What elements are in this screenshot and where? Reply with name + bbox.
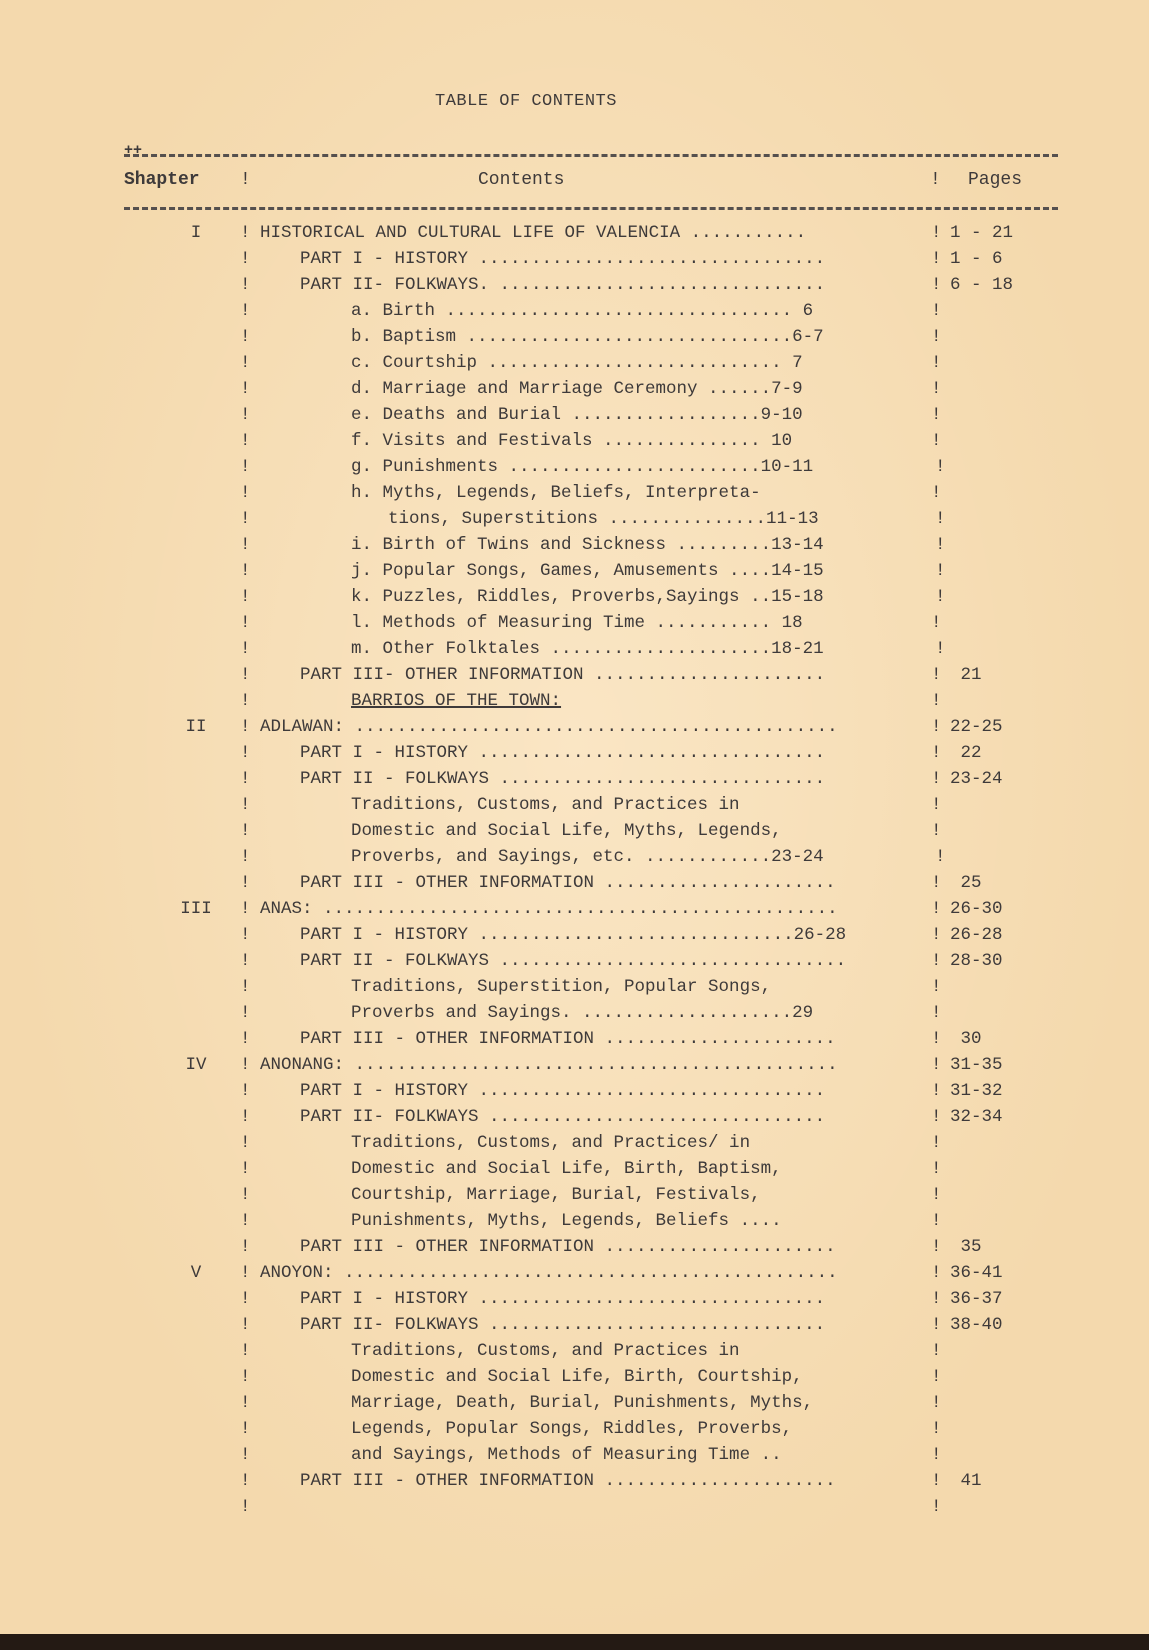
margin-mark: ++: [124, 142, 143, 159]
column-separator: !: [931, 691, 942, 711]
column-separator: !: [931, 1237, 942, 1257]
entry-text: Traditions, Customs, and Practices/ in: [351, 1133, 751, 1153]
column-separator: !: [931, 1315, 942, 1335]
column-separator: !: [240, 353, 251, 373]
toc-row: [0, 922, 1149, 948]
column-separator: !: [240, 1341, 251, 1361]
column-separator: !: [240, 301, 251, 321]
column-separator: !: [931, 379, 942, 399]
column-separator: !: [931, 1159, 942, 1179]
column-separator: !: [931, 1367, 942, 1387]
header-separator: !: [240, 170, 251, 190]
page-range: 1 - 6: [950, 249, 1003, 269]
entry-text: PART III - OTHER INFORMATION ......................: [300, 873, 836, 893]
column-separator: !: [240, 223, 251, 243]
toc-row: [0, 1000, 1149, 1026]
page-range: 31-35: [950, 1055, 1003, 1075]
column-separator: !: [240, 977, 251, 997]
entry-text: l. Methods of Measuring Time ........... 18: [351, 613, 803, 633]
column-separator: !: [240, 665, 251, 685]
entry-text: PART II - FOLKWAYS .................................: [300, 951, 847, 971]
toc-row: [0, 402, 1149, 428]
column-separator: !: [240, 1367, 251, 1387]
column-separator: !: [931, 223, 942, 243]
toc-row: [0, 792, 1149, 818]
toc-row: [0, 1338, 1149, 1364]
column-separator: !: [931, 1445, 942, 1465]
entry-text: f. Visits and Festivals ............... 10: [351, 431, 793, 451]
header-contents: Contents: [478, 170, 565, 190]
entry-text: Legends, Popular Songs, Riddles, Proverbs,: [351, 1419, 793, 1439]
toc-row: [0, 428, 1149, 454]
entry-text: PART II- FOLKWAYS ................................: [300, 1107, 826, 1127]
column-separator: !: [931, 743, 942, 763]
column-separator: !: [931, 1419, 942, 1439]
column-separator: !: [240, 1393, 251, 1413]
page-range: 22-25: [950, 717, 1003, 737]
column-separator: !: [931, 1029, 942, 1049]
toc-row: [0, 662, 1149, 688]
column-separator: !: [240, 431, 251, 451]
entry-text: Traditions, Customs, and Practices in: [351, 795, 740, 815]
column-separator: !: [240, 691, 251, 711]
column-separator: !: [240, 1185, 251, 1205]
entry-text: ANAS: .................................................: [260, 899, 838, 919]
page-range: 41: [950, 1471, 982, 1491]
column-separator: !: [931, 1289, 942, 1309]
entry-text: PART III- OTHER INFORMATION ......................: [300, 665, 826, 685]
column-separator: !: [931, 301, 942, 321]
column-separator: !: [240, 613, 251, 633]
column-separator: !: [931, 353, 942, 373]
toc-row: [0, 974, 1149, 1000]
toc-row: [0, 844, 1149, 870]
entry-text: Proverbs, and Sayings, etc. ............23-24: [351, 847, 824, 867]
page-range: 23-24: [950, 769, 1003, 789]
column-separator: !: [931, 431, 942, 451]
page-range: 38-40: [950, 1315, 1003, 1335]
page-range: 36-41: [950, 1263, 1003, 1283]
column-separator: !: [935, 587, 946, 607]
column-separator: !: [240, 899, 251, 919]
column-separator: !: [240, 535, 251, 555]
page-range: 6 - 18: [950, 275, 1014, 295]
column-separator: !: [240, 821, 251, 841]
entry-text: ANOYON: ...............................................: [260, 1263, 838, 1283]
entry-text: ANONANG: ..............................................: [260, 1055, 838, 1075]
entry-text: PART III - OTHER INFORMATION ......................: [300, 1029, 836, 1049]
column-separator: !: [935, 509, 946, 529]
entry-text: Domestic and Social Life, Birth, Baptism,: [351, 1159, 782, 1179]
column-separator: !: [931, 1393, 942, 1413]
column-separator: !: [240, 1133, 251, 1153]
entry-text: e. Deaths and Burial ..................9-10: [351, 405, 803, 425]
entry-text: Punishments, Myths, Legends, Beliefs ....: [351, 1211, 782, 1231]
toc-row: [0, 1286, 1149, 1312]
toc-row: [0, 220, 1149, 246]
column-separator: !: [240, 639, 251, 659]
toc-row: [0, 636, 1149, 662]
entry-text: PART II- FOLKWAYS. ...............................: [300, 275, 826, 295]
column-separator: !: [931, 977, 942, 997]
entry-text: g. Punishments ........................10-11: [351, 457, 814, 477]
column-separator: !: [931, 613, 942, 633]
column-separator: !: [240, 405, 251, 425]
column-separator: !: [240, 1029, 251, 1049]
entry-text: b. Baptism ...............................6-7: [351, 327, 824, 347]
entry-text: Courtship, Marriage, Burial, Festivals,: [351, 1185, 761, 1205]
toc-row: [0, 870, 1149, 896]
chapter-number: IV: [185, 1055, 207, 1075]
toc-row: [0, 246, 1149, 272]
column-separator: !: [240, 1289, 251, 1309]
page-range: 32-34: [950, 1107, 1003, 1127]
toc-row: [0, 1026, 1149, 1052]
column-separator: !: [240, 1159, 251, 1179]
toc-row: [0, 948, 1149, 974]
column-separator: !: [935, 457, 946, 477]
entry-text: Domestic and Social Life, Birth, Courtship,: [351, 1367, 803, 1387]
toc-row: [0, 1078, 1149, 1104]
page-range: 31-32: [950, 1081, 1003, 1101]
column-separator: !: [240, 1445, 251, 1465]
page-range: 35: [950, 1237, 982, 1257]
entry-text: HISTORICAL AND CULTURAL LIFE OF VALENCIA ...........: [260, 223, 807, 243]
entry-text: BARRIOS OF THE TOWN:: [351, 691, 562, 711]
page-range: 22: [950, 743, 982, 763]
chapter-number: III: [180, 899, 212, 919]
column-separator: !: [240, 483, 251, 503]
column-separator: !: [240, 327, 251, 347]
page-range: 26-30: [950, 899, 1003, 919]
entry-text: Marriage, Death, Burial, Punishments, Myths,: [351, 1393, 814, 1413]
column-separator: !: [935, 847, 946, 867]
column-separator: !: [240, 587, 251, 607]
entry-text: PART III - OTHER INFORMATION ......................: [300, 1471, 836, 1491]
column-separator: !: [931, 1003, 942, 1023]
toc-row: [0, 740, 1149, 766]
column-separator: !: [240, 743, 251, 763]
column-separator: !: [931, 873, 942, 893]
entry-text: h. Myths, Legends, Beliefs, Interpreta-: [351, 483, 761, 503]
entry-text: ADLAWAN: ..............................................: [260, 717, 838, 737]
page-range: 36-37: [950, 1289, 1003, 1309]
column-separator: !: [931, 925, 942, 945]
toc-row: [0, 1156, 1149, 1182]
entry-text: i. Birth of Twins and Sickness .........13-14: [351, 535, 824, 555]
column-separator: !: [240, 457, 251, 477]
column-separator: !: [931, 1471, 942, 1491]
entry-text: a. Birth ................................. 6: [351, 301, 814, 321]
toc-table: [0, 220, 1149, 1520]
entry-text: d. Marriage and Marriage Ceremony ......7-9: [351, 379, 803, 399]
entry-text: PART II - FOLKWAYS ...............................: [300, 769, 826, 789]
toc-row: [0, 1260, 1149, 1286]
entry-text: m. Other Folktales .....................18-21: [351, 639, 824, 659]
toc-row: [0, 1208, 1149, 1234]
entry-text: tions, Superstitions ...............11-13: [388, 509, 819, 529]
column-separator: !: [240, 1055, 251, 1075]
chapter-number: II: [185, 717, 207, 737]
toc-row: [0, 558, 1149, 584]
entry-text: PART I - HISTORY .................................: [300, 1289, 826, 1309]
column-separator: !: [240, 717, 251, 737]
toc-row: [0, 1390, 1149, 1416]
toc-row: [0, 532, 1149, 558]
chapter-number: V: [190, 1263, 202, 1283]
column-separator: !: [240, 1211, 251, 1231]
column-separator: !: [931, 249, 942, 269]
column-separator: !: [240, 769, 251, 789]
column-separator: !: [935, 561, 946, 581]
column-separator: !: [240, 925, 251, 945]
chapter-number: I: [190, 223, 202, 243]
column-separator: !: [931, 951, 942, 971]
column-separator: !: [931, 1497, 942, 1517]
column-separator: !: [240, 509, 251, 529]
entry-text: Proverbs and Sayings. ....................29: [351, 1003, 814, 1023]
column-separator: !: [240, 1237, 251, 1257]
column-separator: !: [931, 1133, 942, 1153]
column-separator: !: [240, 847, 251, 867]
column-separator: !: [240, 379, 251, 399]
column-separator: !: [931, 405, 942, 425]
header-separator: !: [930, 170, 941, 190]
header-pages: Pages: [968, 170, 1023, 190]
toc-row: [0, 1052, 1149, 1078]
header-rule-top: [124, 154, 1058, 157]
column-separator: !: [240, 249, 251, 269]
column-separator: !: [931, 483, 942, 503]
page-range: 21: [950, 665, 982, 685]
column-separator: !: [240, 1107, 251, 1127]
toc-row: [0, 272, 1149, 298]
toc-row: [0, 1234, 1149, 1260]
column-separator: !: [931, 1055, 942, 1075]
scan-edge: [0, 1634, 1149, 1650]
column-separator: !: [935, 535, 946, 555]
page-range: 30: [950, 1029, 982, 1049]
toc-row: [0, 1468, 1149, 1494]
toc-row: [0, 1104, 1149, 1130]
column-separator: !: [240, 1263, 251, 1283]
header-chapter: Shapter: [124, 170, 200, 190]
column-separator: !: [931, 1081, 942, 1101]
entry-text: PART II- FOLKWAYS ................................: [300, 1315, 826, 1335]
toc-row: [0, 818, 1149, 844]
column-separator: !: [240, 275, 251, 295]
toc-row: [0, 1182, 1149, 1208]
entry-text: Traditions, Superstition, Popular Songs,: [351, 977, 772, 997]
column-separator: !: [931, 717, 942, 737]
column-separator: !: [240, 1003, 251, 1023]
page-range: 26-28: [950, 925, 1003, 945]
toc-row: [0, 1364, 1149, 1390]
toc-row: [0, 376, 1149, 402]
toc-row: [0, 324, 1149, 350]
entry-text: PART III - OTHER INFORMATION ......................: [300, 1237, 836, 1257]
page-range: 25: [950, 873, 982, 893]
page-range: 1 - 21: [950, 223, 1014, 243]
column-separator: !: [931, 327, 942, 347]
toc-row: [0, 896, 1149, 922]
column-separator: !: [240, 561, 251, 581]
column-separator: !: [931, 1185, 942, 1205]
entry-text: PART I - HISTORY .................................: [300, 249, 826, 269]
column-separator: !: [931, 769, 942, 789]
column-separator: !: [240, 1471, 251, 1491]
toc-row: [0, 610, 1149, 636]
column-separator: !: [931, 899, 942, 919]
column-separator: !: [240, 1081, 251, 1101]
toc-row: [0, 584, 1149, 610]
toc-row: [0, 1130, 1149, 1156]
entry-text: j. Popular Songs, Games, Amusements ....14-15: [351, 561, 824, 581]
toc-row: [0, 350, 1149, 376]
column-separator: !: [931, 821, 942, 841]
column-separator: !: [240, 1497, 251, 1517]
entry-text: and Sayings, Methods of Measuring Time ..: [351, 1445, 782, 1465]
column-separator: !: [931, 1263, 942, 1283]
column-separator: !: [240, 795, 251, 815]
column-separator: !: [931, 1107, 942, 1127]
column-separator: !: [931, 795, 942, 815]
toc-row: [0, 714, 1149, 740]
column-separator: !: [931, 275, 942, 295]
header-rule-bottom: [124, 207, 1058, 210]
column-separator: !: [240, 1315, 251, 1335]
entry-text: PART I - HISTORY .................................: [300, 1081, 826, 1101]
entry-text: Domestic and Social Life, Myths, Legends,: [351, 821, 782, 841]
toc-row: [0, 1312, 1149, 1338]
column-separator: !: [240, 1419, 251, 1439]
column-separator: !: [935, 639, 946, 659]
toc-row: [0, 480, 1149, 506]
entry-text: PART I - HISTORY ..............................26-28: [300, 925, 847, 945]
toc-row: [0, 1416, 1149, 1442]
column-separator: !: [240, 951, 251, 971]
column-separator: !: [931, 665, 942, 685]
entry-text: PART I - HISTORY .................................: [300, 743, 826, 763]
toc-row: [0, 1494, 1149, 1520]
page-range: 28-30: [950, 951, 1003, 971]
column-separator: !: [931, 1211, 942, 1231]
entry-text: c. Courtship ............................ 7: [351, 353, 803, 373]
column-separator: !: [240, 873, 251, 893]
entry-text: Traditions, Customs, and Practices in: [351, 1341, 740, 1361]
entry-text: k. Puzzles, Riddles, Proverbs,Sayings ..15-18: [351, 587, 824, 607]
toc-row: [0, 766, 1149, 792]
column-separator: !: [931, 1341, 942, 1361]
toc-row: [0, 506, 1149, 532]
toc-row: [0, 688, 1149, 714]
toc-row: [0, 454, 1149, 480]
toc-row: [0, 298, 1149, 324]
toc-row: [0, 1442, 1149, 1468]
page-title: TABLE OF CONTENTS: [435, 92, 617, 111]
